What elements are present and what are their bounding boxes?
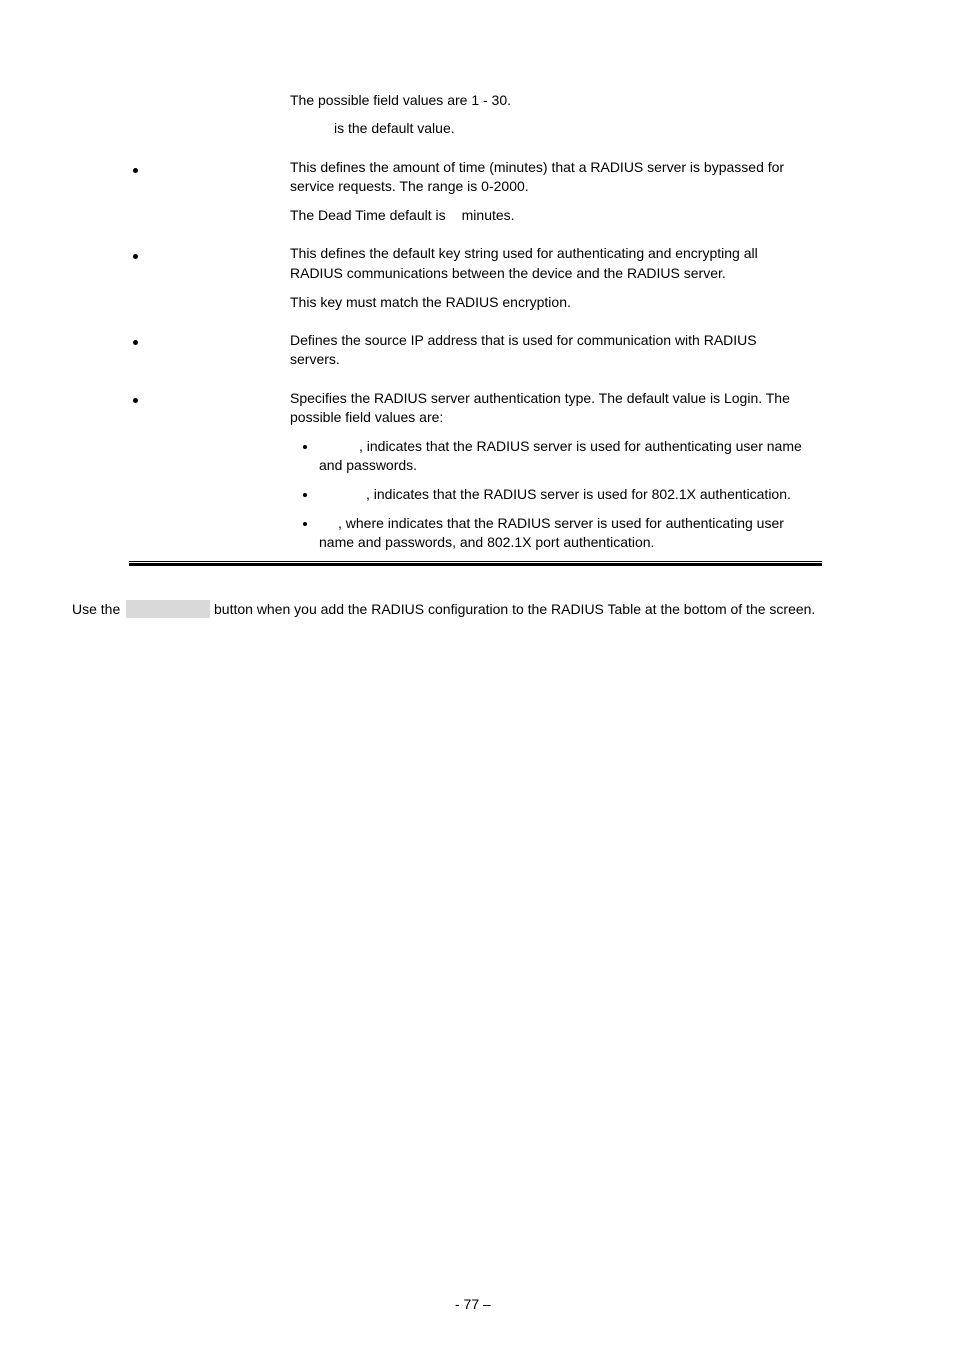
bullet-usage-type: [133, 398, 138, 403]
bullet-source-ip: [133, 340, 138, 345]
bullet-option-8021x: [303, 493, 307, 497]
bullet-dead-time: [133, 168, 138, 173]
key-string-desc-line1: This defines the default key string used for authenticating and encrypting all: [290, 245, 758, 261]
dead-time-default-suffix: minutes.: [461, 207, 515, 223]
add-button-image: [126, 600, 210, 618]
dead-time-desc-line2: service requests. The range is 0-2000.: [290, 178, 529, 194]
footer-note-prefix: Use the: [72, 601, 121, 617]
option-all-line2: name and passwords, and 802.1X port authentication.: [319, 534, 655, 550]
option-8021x-line1: , indicates that the RADIUS server is used for 802.1X authentication.: [366, 486, 791, 502]
option-all-line1: , where indicates that the RADIUS server is used for authenticating user: [338, 515, 784, 531]
table-bottom-rule-thin: [129, 561, 822, 562]
dead-time-default: [290, 206, 515, 225]
timeout-range-text: The possible field values are 1 - 30.: [290, 92, 512, 108]
source-ip-desc-line1: Defines the source IP address that is used for communication with RADIUS: [290, 332, 757, 348]
bullet-option-all: [303, 522, 307, 526]
key-string-desc-line2: RADIUS communications between the device and the RADIUS server.: [290, 265, 726, 281]
source-ip-desc-line2: servers.: [290, 351, 340, 367]
footer-note-suffix: button when you add the RADIUS configuration to the RADIUS Table at the bottom of the screen.: [214, 601, 816, 617]
usage-type-desc-line2: possible field values are:: [290, 409, 444, 425]
bullet-key-string: [133, 254, 138, 259]
timeout-default-text: is the default value.: [334, 120, 455, 136]
option-login-line1: , indicates that the RADIUS server is used for authenticating user name: [359, 438, 802, 454]
dead-time-desc-line1: This defines the amount of time (minutes) that a RADIUS server is bypassed for: [290, 159, 785, 175]
bullet-option-login: [303, 445, 307, 449]
dead-time-default-prefix: The Dead Time default is: [290, 207, 446, 223]
page-number: - 77 –: [455, 1296, 491, 1312]
usage-type-desc-line1: Specifies the RADIUS server authentication type. The default value is Login. The: [290, 390, 790, 406]
option-login-line2: and passwords.: [319, 457, 418, 473]
key-string-note: This key must match the RADIUS encryption.: [290, 294, 571, 310]
table-bottom-rule-thick: [129, 563, 822, 566]
